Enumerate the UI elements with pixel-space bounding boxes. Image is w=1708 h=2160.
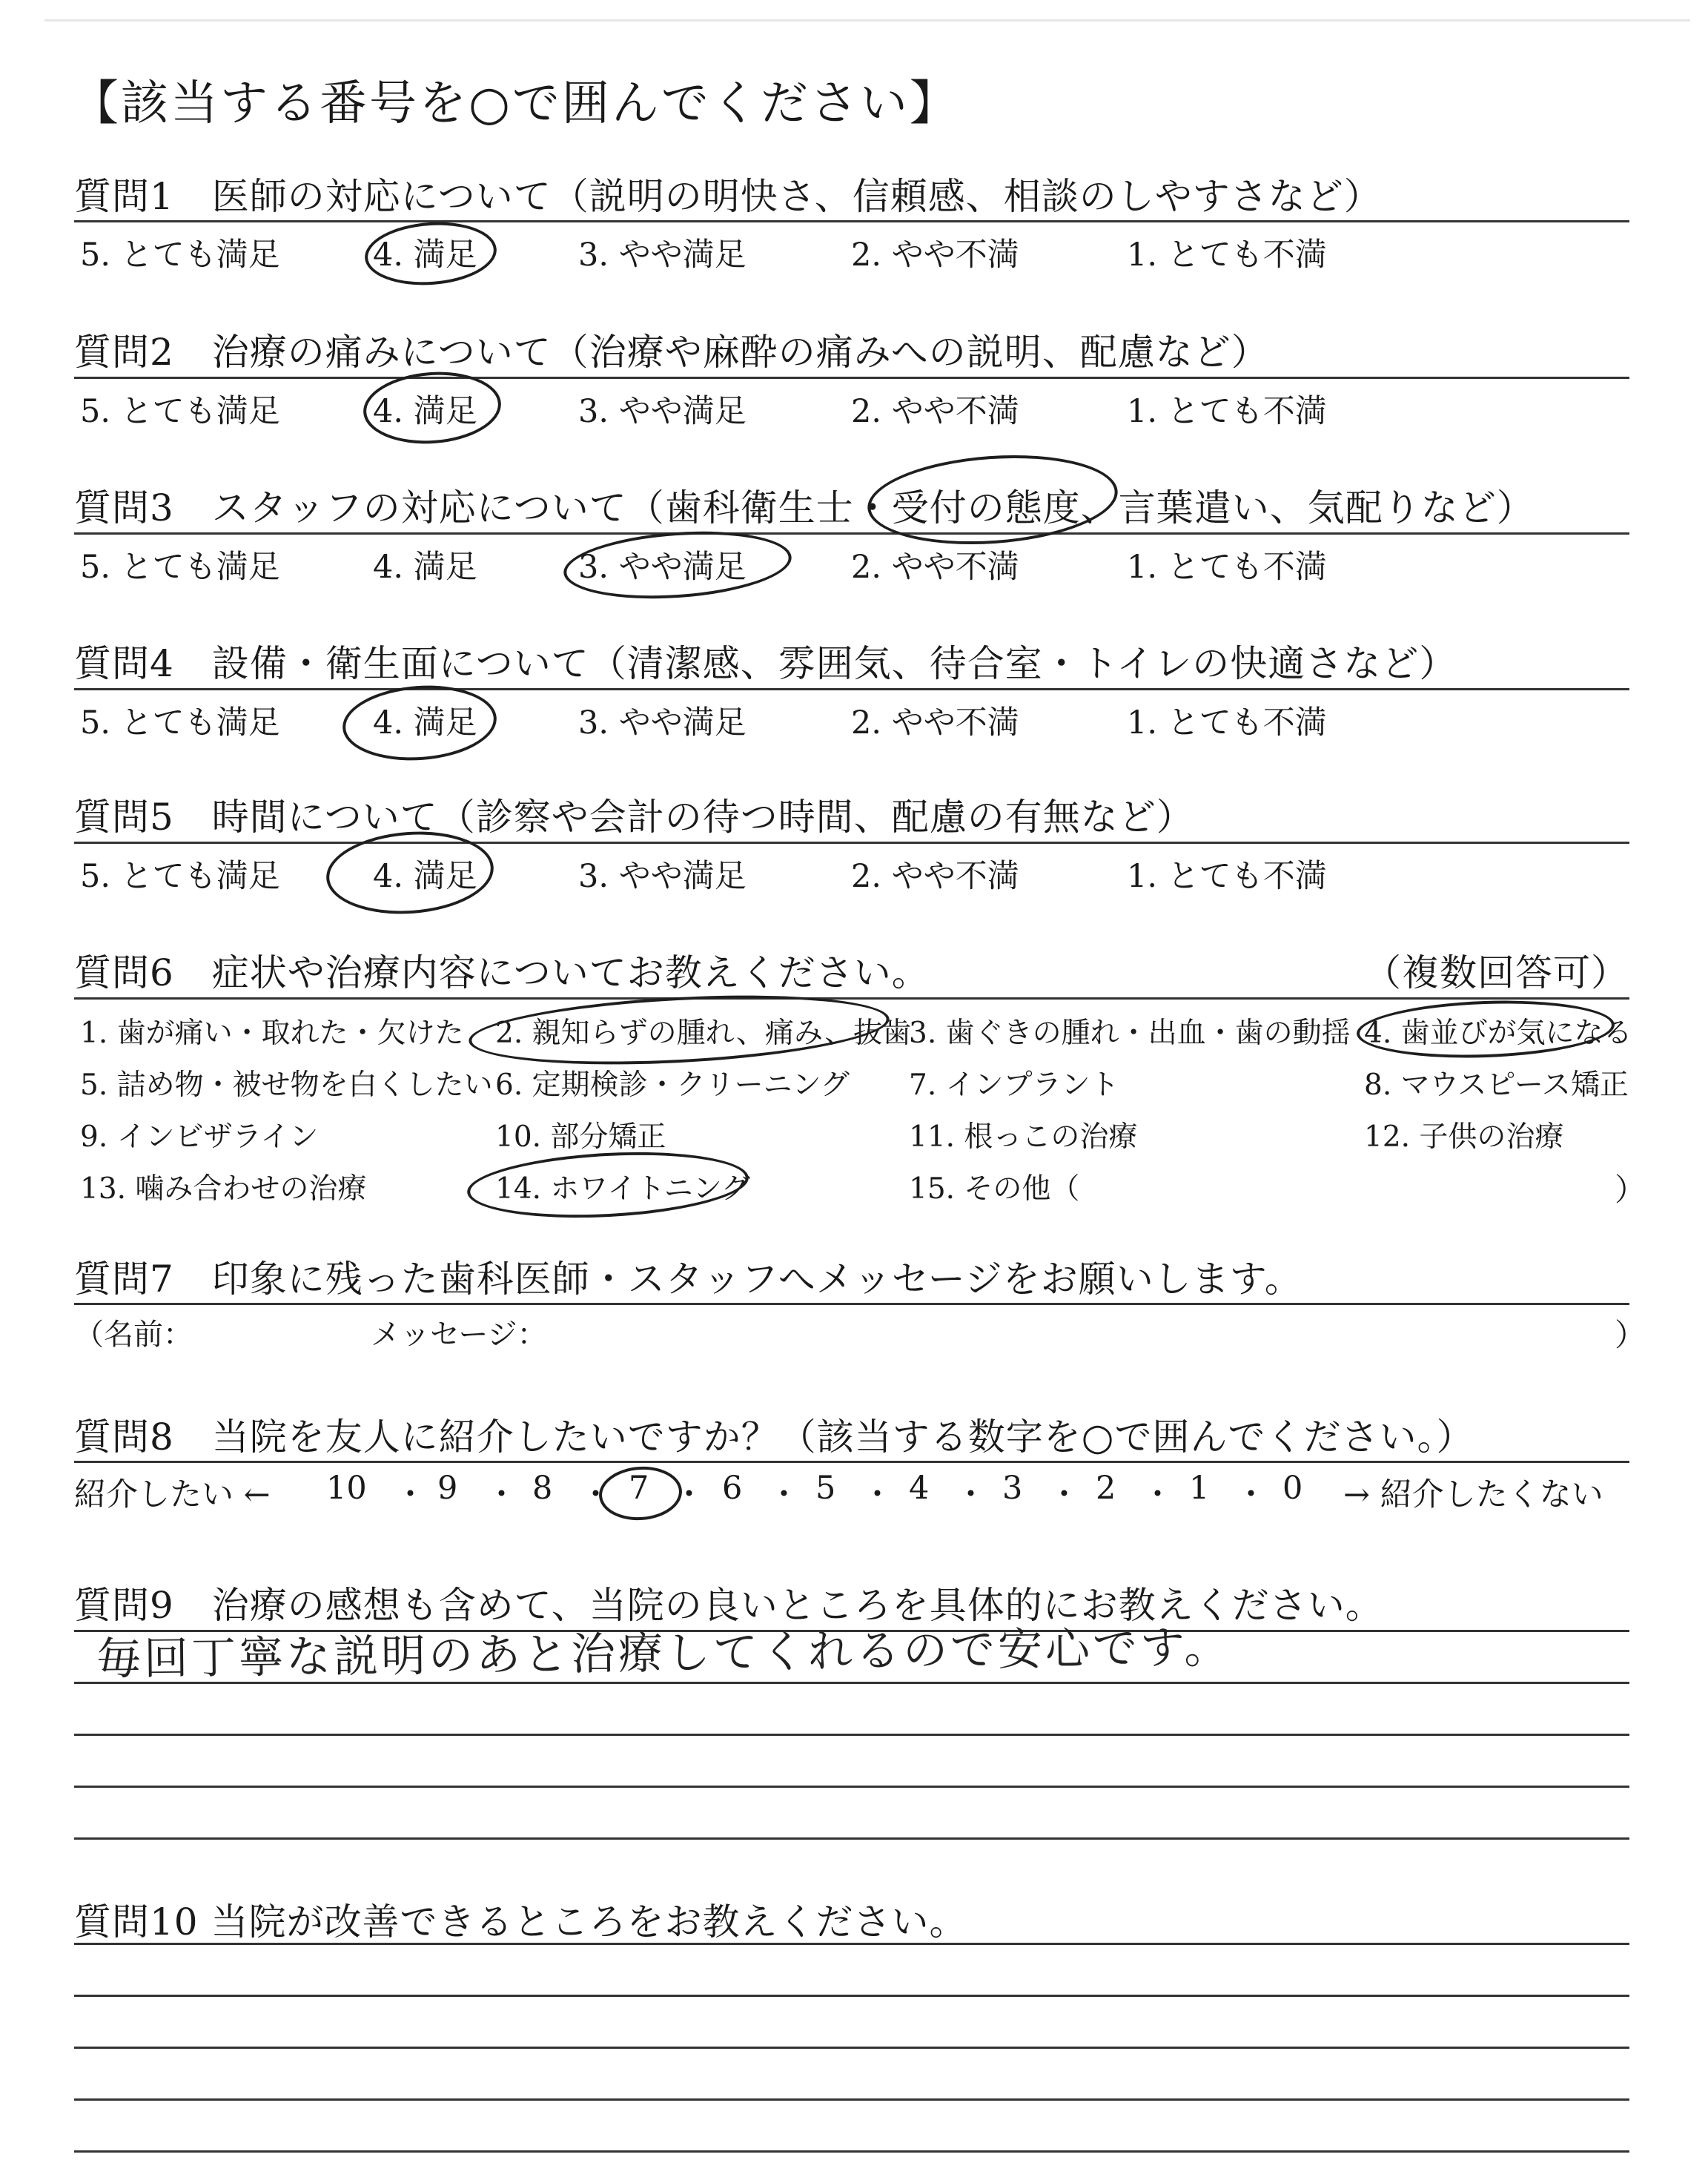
q5-option-1[interactable]: 1. とても不満: [1127, 858, 1327, 895]
q4-option-4[interactable]: 4. 満足: [373, 704, 477, 742]
q8-right-label: → 紹介したくない: [1343, 1476, 1603, 1513]
q6-item-1[interactable]: 1. 歯が痛い・取れた・欠けた: [80, 1017, 464, 1050]
q6-item-8[interactable]: 8. マウスピース矯正: [1364, 1069, 1629, 1102]
q4-title: 質問4 設備・衛生面について（清潔感、雰囲気、待合室・トイレの快適さなど）: [74, 642, 1457, 685]
q7-title: 質問7 印象に残った歯科医師・スタッフへメッセージをお願いします。: [74, 1258, 1302, 1301]
q2-option-1[interactable]: 1. とても不満: [1127, 393, 1327, 430]
q8-separator: ・: [1142, 1476, 1174, 1513]
q3-option-5[interactable]: 5. とても満足: [80, 549, 280, 586]
q1-option-1[interactable]: 1. とても不満: [1127, 237, 1327, 274]
q7-close-paren: ）: [1615, 1317, 1646, 1353]
q8-score-6[interactable]: 6: [722, 1470, 743, 1507]
q7-message-label[interactable]: メッセージ：: [371, 1318, 547, 1352]
q3-option-3[interactable]: 3. やや満足: [578, 549, 747, 586]
q8-score-5[interactable]: 5: [815, 1470, 836, 1507]
q5-option-4[interactable]: 4. 満足: [373, 858, 477, 895]
q6-rule: [74, 997, 1629, 1000]
q9-handwritten-answer[interactable]: 毎回丁寧な説明のあと治療してくれるので安心です。: [96, 1621, 1232, 1685]
q2-option-2[interactable]: 2. やや不満: [851, 393, 1019, 430]
q2-rule: [74, 377, 1629, 379]
q6-item-14[interactable]: 14. ホワイトニング: [495, 1172, 750, 1206]
q9-title: 質問9 治療の感想も含めて、当院の良いところを具体的にお教えください。: [74, 1584, 1383, 1627]
q8-score-8[interactable]: 8: [532, 1470, 553, 1507]
q10-title: 質問10 当院が改善できるところをお教えください。: [74, 1900, 967, 1943]
q6-title: 質問6 症状や治療内容についてお教えください。: [74, 951, 930, 994]
q8-score-10[interactable]: 10: [326, 1470, 367, 1507]
q7-name-label[interactable]: （名前：: [74, 1318, 193, 1352]
q8-score-0[interactable]: 0: [1282, 1470, 1303, 1507]
q5-title: 質問5 時間について（診察や会計の待つ時間、配慮の有無など）: [74, 796, 1194, 839]
q8-separator: ・: [768, 1476, 800, 1513]
q8-score-4[interactable]: 4: [909, 1470, 930, 1507]
q2-option-5[interactable]: 5. とても満足: [80, 393, 280, 430]
q8-separator: ・: [580, 1476, 612, 1513]
q6-item-15-close-paren: ）: [1615, 1172, 1646, 1208]
q10-answer-line-4: [74, 2098, 1629, 2101]
q8-separator: ・: [1048, 1476, 1080, 1513]
q10-answer-line-1: [74, 1943, 1629, 1945]
q6-item-4[interactable]: 4. 歯並びが気になる: [1364, 1017, 1632, 1050]
q5-option-2[interactable]: 2. やや不満: [851, 858, 1019, 895]
q7-rule: [74, 1303, 1629, 1305]
q8-score-7[interactable]: 7: [629, 1470, 649, 1507]
q8-score-3[interactable]: 3: [1002, 1470, 1023, 1507]
q6-item-7[interactable]: 7. インプラント: [909, 1069, 1119, 1102]
q6-item-5[interactable]: 5. 詰め物・被せ物を白くしたい: [80, 1069, 493, 1102]
q1-title: 質問1 医師の対応について（説明の明快さ、信頼感、相談のしやすさなど）: [74, 175, 1382, 218]
q5-option-3[interactable]: 3. やや満足: [578, 858, 747, 895]
q6-item-9[interactable]: 9. インビザライン: [80, 1120, 319, 1154]
q9-answer-line-3: [74, 1734, 1629, 1736]
q6-item-12[interactable]: 12. 子供の治療: [1364, 1120, 1564, 1154]
q8-title: 質問8 当院を友人に紹介したいですか？（該当する数字を○で囲んでください。）: [74, 1416, 1474, 1459]
instructions-header: 【該当する番号を○で囲んでください】: [71, 76, 959, 131]
q5-option-5[interactable]: 5. とても満足: [80, 858, 280, 895]
q1-option-4[interactable]: 4. 満足: [373, 237, 477, 274]
q6-item-11[interactable]: 11. 根っこの治療: [909, 1120, 1138, 1154]
q6-item-10[interactable]: 10. 部分矯正: [495, 1120, 666, 1154]
q8-separator: ・: [486, 1476, 517, 1513]
q4-option-5[interactable]: 5. とても満足: [80, 704, 280, 742]
q1-option-3[interactable]: 3. やや満足: [578, 237, 747, 274]
q3-option-1[interactable]: 1. とても不満: [1127, 549, 1327, 586]
scan-top-edge: [44, 19, 1690, 22]
q3-option-2[interactable]: 2. やや不満: [851, 549, 1019, 586]
q8-rule: [74, 1461, 1629, 1463]
q8-separator: ・: [861, 1476, 893, 1513]
q4-option-2[interactable]: 2. やや不満: [851, 704, 1019, 742]
q1-option-5[interactable]: 5. とても満足: [80, 237, 280, 274]
q8-separator: ・: [673, 1476, 705, 1513]
q8-score-1[interactable]: 1: [1189, 1470, 1210, 1507]
q9-answer-line-2: [74, 1682, 1629, 1684]
q2-option-3[interactable]: 3. やや満足: [578, 393, 747, 430]
q6-item-15[interactable]: 15. その他（: [909, 1172, 1080, 1206]
q3-option-4[interactable]: 4. 満足: [373, 549, 477, 586]
q5-rule: [74, 842, 1629, 844]
q3-title: 質問3 スタッフの対応について（歯科衛生士・受付の態度、言葉遣い、気配りなど）: [74, 486, 1535, 529]
q10-answer-line-3: [74, 2047, 1629, 2049]
q4-option-3[interactable]: 3. やや満足: [578, 704, 747, 742]
q1-option-2[interactable]: 2. やや不満: [851, 237, 1019, 274]
q6-item-6[interactable]: 6. 定期検診・クリーニング: [495, 1069, 850, 1102]
q8-left-label: 紹介したい ←: [74, 1476, 271, 1513]
q2-title: 質問2 治療の痛みについて（治療や麻酔の痛みへの説明、配慮など）: [74, 331, 1269, 374]
q9-answer-line-5: [74, 1837, 1629, 1840]
q8-separator: ・: [394, 1476, 426, 1513]
q8-separator: ・: [1235, 1476, 1267, 1513]
q8-score-9[interactable]: 9: [437, 1470, 458, 1507]
q8-score-2[interactable]: 2: [1096, 1470, 1116, 1507]
q2-option-4[interactable]: 4. 満足: [373, 393, 477, 430]
q6-multiple-answer-note: （複数回答可）: [1364, 951, 1629, 994]
q6-item-2[interactable]: 2. 親知らずの腫れ、痛み、抜歯: [495, 1017, 912, 1050]
q4-rule: [74, 688, 1629, 690]
q9-answer-line-4: [74, 1786, 1629, 1788]
q1-rule: [74, 220, 1629, 222]
q6-item-13[interactable]: 13. 噛み合わせの治療: [80, 1172, 367, 1206]
q8-separator: ・: [955, 1476, 987, 1513]
q10-answer-line-2: [74, 1995, 1629, 1997]
q6-item-3[interactable]: 3. 歯ぐきの腫れ・出血・歯の動揺: [909, 1017, 1351, 1050]
q10-answer-line-5: [74, 2150, 1629, 2153]
q3-rule: [74, 532, 1629, 535]
q4-option-1[interactable]: 1. とても不満: [1127, 704, 1327, 742]
